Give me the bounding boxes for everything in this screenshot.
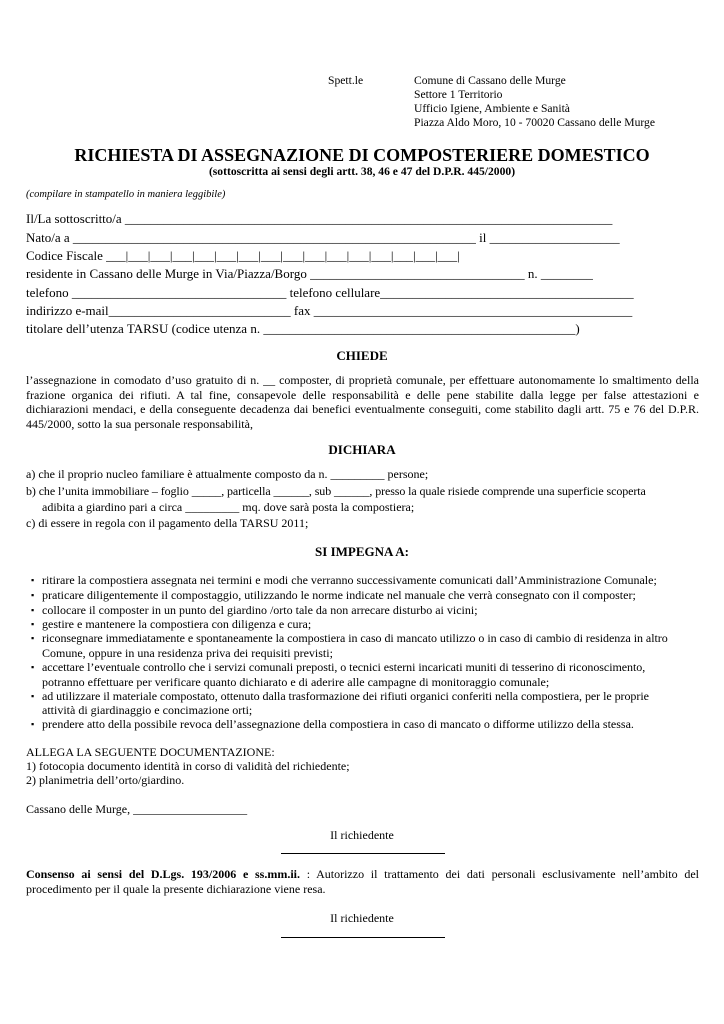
addressee-line-2: Settore 1 Territorio xyxy=(414,88,503,101)
signature-label-2: Il richiedente xyxy=(330,911,394,925)
page-title: RICHIESTA DI ASSEGNAZIONE DI COMPOSTERIERE DOMESTICO xyxy=(74,145,650,165)
field-email[interactable]: indirizzo e-mail____________________________ fax _________________________________________________ xyxy=(26,303,633,318)
field-residente[interactable]: residente in Cassano delle Murge in Via/Piazza/Borgo _________________________________ n. ________ xyxy=(26,266,593,281)
impegna-item-3: collocare il composter in un punto del giardino /orto tale da non arrecare disturbo ai vicini; xyxy=(42,603,478,617)
heading-dichiara: DICHIARA xyxy=(328,442,396,457)
addressee-line-3: Ufficio Igiene, Ambiente e Sanità xyxy=(414,102,570,115)
dichiara-b-line1: b) che l’unita immobiliare – foglio _____, particella ______, sub ______, presso la quale risiede comprende una superficie scoperta xyxy=(26,484,646,498)
impegna-item-1: ritirare la compostiera assegnata nei termini e modi che verranno successivamente comunicati dall’Amministrazione Comunale; xyxy=(42,573,657,587)
impegna-item-6-line2: potranno effettuare per verificare quanto dichiarato e di aderire alle campagne di monitoraggio comunale; xyxy=(42,675,550,689)
bullet-icon: ▪ xyxy=(31,719,35,729)
impegna-item-2: praticare diligentemente il compostaggio, utilizzando le norme indicate nel manuale che verrà consegnato con il composter; xyxy=(42,588,636,602)
allega-heading: ALLEGA LA SEGUENTE DOCUMENTAZIONE: xyxy=(26,745,275,759)
dichiara-c: c) di essere in regola con il pagamento della TARSU 2011; xyxy=(26,516,309,530)
allega-item-2: 2) planimetria dell’orto/giardino. xyxy=(26,773,185,787)
allega-item-1: 1) fotocopia documento identità in corso di validità del richiedente; xyxy=(26,759,350,773)
impegna-item-8: prendere atto della possibile revoca dell’assegnazione della compostiera in caso di mancato o difforme utilizzo della stessa. xyxy=(42,717,634,731)
impegna-item-7-line1: ad utilizzare il materiale compostato, ottenuto dalla trasformazione dei rifiuti organici conferiti nella compostiera, per le proprie xyxy=(42,689,649,703)
chiede-text: l’assegnazione in comodato d’uso gratuito di n. __ composter, di proprietà comunale, per effettuare autonomamente lo smaltimento della frazione organica dei rifiuti. A tal fine, consapevole delle responsabilità e delle pene stabilite dalla legge per false attestazioni e dichiarazioni mendaci, e della conseguente decadenza dai benefici eventualmente conseguiti, come stabilito dagli artt. 75 e 76 del D.P.R. 445/2000, sotto la sua personale responsabilità, xyxy=(26,373,699,431)
bullet-icon: ▪ xyxy=(31,590,35,600)
bullet-icon: ▪ xyxy=(31,633,35,643)
heading-impegna: SI IMPEGNA A: xyxy=(315,544,409,559)
bullet-icon: ▪ xyxy=(31,619,35,629)
impegna-item-7-line2: attività di giardinaggio e concimazione orti; xyxy=(42,703,253,717)
field-nato[interactable]: Nato/a a ______________________________________________________________ il ____________________ xyxy=(26,230,620,245)
page-subtitle: (sottoscritta ai sensi degli artt. 38, 46 e 47 del D.P.R. 445/2000) xyxy=(208,165,516,178)
signature-line[interactable] xyxy=(281,853,445,854)
consenso-bold: Consenso ai sensi del D.Lgs. 193/2006 e ss.mm.ii. xyxy=(26,867,300,881)
bullet-icon: ▪ xyxy=(31,691,35,701)
field-tarsu[interactable]: titolare dell’utenza TARSU (codice utenza n. ________________________________________________) xyxy=(26,321,580,336)
addressee-line-4: Piazza Aldo Moro, 10 - 70020 Cassano delle Murge xyxy=(414,116,655,129)
addressee-label: Spett.le xyxy=(328,74,364,87)
field-sottoscritto[interactable]: Il/La sottoscritto/a ___________________________________________________________________________ xyxy=(26,211,613,226)
field-telefono[interactable]: telefono _________________________________ telefono cellulare_______________________________________ xyxy=(26,285,634,300)
signature-label: Il richiedente xyxy=(330,828,394,842)
dichiara-b-line2: adibita a giardino pari a circa _________ mq. dove sarà posta la compostiera; xyxy=(42,500,415,514)
consenso-text xyxy=(26,867,699,897)
bullet-icon: ▪ xyxy=(31,605,35,615)
dichiara-a: a) che il proprio nucleo familiare è attualmente composto da n. _________ persone; xyxy=(26,467,429,481)
fill-note: (compilare in stampatello in maniera leggibile) xyxy=(26,189,226,200)
consenso-body: : Autorizzo il trattamento dei dati personali esclusivamente nell’ambito del procedimento per il quale la presente dichiarazione viene resa. xyxy=(26,867,699,896)
impegna-item-5-line2: Comune, oppure in una residenza priva dei requisiti previsti; xyxy=(42,646,333,660)
field-codice-fiscale[interactable]: Codice Fiscale ___|___|___|___|___|___|___|___|___|___|___|___|___|___|___|___| xyxy=(26,248,460,263)
addressee-line-1: Comune di Cassano delle Murge xyxy=(414,74,566,87)
bullet-icon: ▪ xyxy=(31,662,35,672)
impegna-item-4: gestire e mantenere la compostiera con diligenza e cura; xyxy=(42,617,312,631)
signature-line-2[interactable] xyxy=(281,937,445,938)
heading-chiede: CHIEDE xyxy=(336,348,388,363)
impegna-item-5-line1: riconsegnare immediatamente e spontaneamente la compostiera in caso di mancato utilizzo o in caso di cambio di residenza in altro xyxy=(42,631,668,645)
place-date-field[interactable]: Cassano delle Murge, ___________________ xyxy=(26,802,248,816)
bullet-icon: ▪ xyxy=(31,575,35,585)
impegna-item-6-line1: accettare l’eventuale controllo che i servizi comunali preposti, o tecnici esterni incaricati muniti di tesserino di riconoscimento, xyxy=(42,660,646,674)
